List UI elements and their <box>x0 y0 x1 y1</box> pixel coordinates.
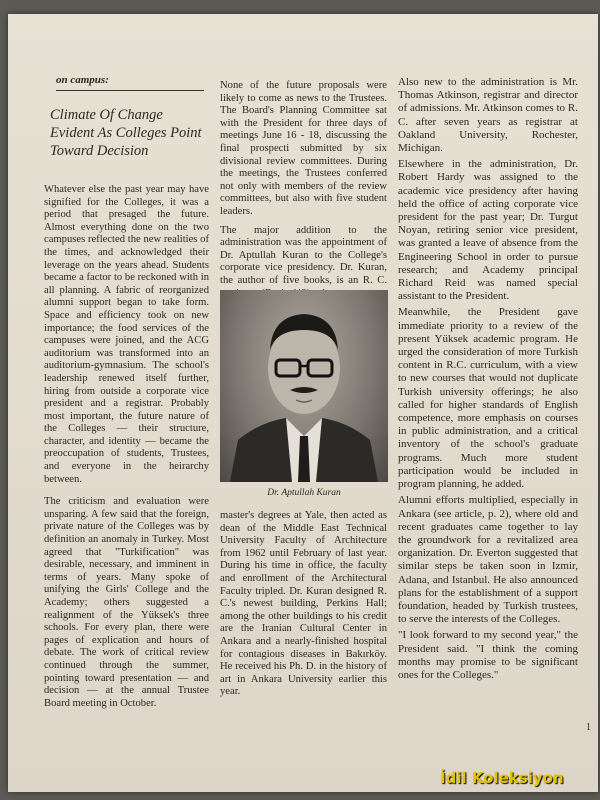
section-rule <box>56 90 204 91</box>
column-3-paragraph-3: Meanwhile, the President gave immediate priority to a review of the present Yüksek academic program. He urged the consideration of more Turkish content in R.C. curriculum, with a view to new courses that would not duplicate Turkish university offerings; he also called for higher standards of English competence, more emphasis on courses in public administration, and a critical inventory of the school's graduate programs. Much more student participation would be included in program planning, he added. <box>398 306 578 491</box>
column-3-paragraph-1: Also new to the administration is Mr. Thomas Atkinson, registrar and director of admissions. Mr. Atkinson comes to R. C. after seven years as registrar at Oakland University, Rochester, Michigan. <box>398 76 578 155</box>
article-headline: Climate Of Change Evident As Colleges Point Toward Decision <box>50 107 202 159</box>
photo-caption: Dr. Aptullah Kuran <box>267 488 341 498</box>
magazine-page <box>8 14 598 792</box>
column-2-paragraph-2: The major addition to the administration was the appointment of Dr. Aptullah Kuran to the College's corporate vice presidency. Dr. Kuran, the author of five books, is an R. C. <box>220 224 387 286</box>
section-tag: on campus: <box>56 74 109 86</box>
watermark: İdil Koleksiyon <box>440 769 564 787</box>
column-2-bottom <box>220 510 387 702</box>
portrait-illustration <box>220 290 388 482</box>
column-2-paragraph-1: None of the future proposals were likely to come as news to the Trustees. The Board's Planning Committee sat with the President for three days of meetings June 16 - 18, discussing the final prospecti submitted by six divisional review committees. During the meetings, the Trustees conferred not only with members of the review committees, but also with five student leaders. <box>220 80 387 217</box>
column-3-paragraph-4: Alumni efforts multiplied, especially in Ankara (see article, p. 2), where old and recent graduates came together to lay the groundwork for a revitalized area organization. Dr. Everton suggested that similar steps be taken soon in Izmir, Adana, and Istanbul. He also announced plans for the establishment of a support foundation, headed by Turkish trustees, to serve the interests of the Colleges. <box>398 494 578 626</box>
column-3-paragraph-5: "I look forward to my second year," the President said. "I think the coming months may promise to be significant ones for the Colleges." <box>398 629 578 681</box>
column-3 <box>398 76 578 685</box>
column-3-paragraph-2: Elsewhere in the administration, Dr. Robert Hardy was assigned to the academic vice presidency after having held the office of acting corporate vice president for the past year; Dr. Turgut Noyan, retiring senior vice president, was granted a leave of absence from the Engineering School in order to pursue research; and Academy principal Richard Reid was named special assistant to the President. <box>398 158 578 303</box>
column-1-paragraph-1: Whatever else the past year may have signified for the Colleges, it was a period that presaged the future. Almost everything done on the two campuses reflected the new realities of the times, and acknowledged their leverage on the years ahead. Students became a factor to be reckoned with in all planning. A fabric of reorganized alumni support began to take form. Space and efficiency took on new importance; the food services of the campuses were joined, and the ACG auditorium was transformed into an auditorium-gymnasium. The school's leadership renewed itself further, hiring from outside a corporate vice president and a registrar. Probably most important, the future nature of the Colleges — their structure, character, and identity — became the preoccupation of students, Trustees, and everyone in the heirarchy between. <box>44 184 209 485</box>
column-1 <box>44 184 209 713</box>
portrait-photo <box>220 290 388 482</box>
page-number: 1 <box>586 722 591 733</box>
column-1-paragraph-2: The criticism and evaluation were unsparing. A few said that the foreign, private nature of the Colleges was by definition an anomaly in Turkey. Most agreed that "Turkification" was desirable, necessary, and imminent in terms of years. Many spoke of unifying the Girls' College and the Academy; others suggested a realignment of the Yüksek's three schools. For every plan, there were pages of explication and hours of debate. The work of critical review continued through the summer, pointing toward presentation — and decision — at the annual Trustee Board meeting in October. <box>44 496 209 709</box>
column-2-top <box>220 80 387 316</box>
column-2-paragraph-3: master's degrees at Yale, then acted as dean of the Middle East Technical University Faculty of Architecture from 1962 until February of last year. During his time in office, the faculty and enrollment of the Architectural Faculty tripled. Dr. Kuran designed R. C.'s newest building, Perkins Hall; among the other buildings to his credit are the Iranian Cultural Center in Ankara and a nearly-finished hospital for contagious diseases in Bakırköy. He received his Ph. D. in the history of art in Ankara University earlier this year. <box>220 510 387 698</box>
